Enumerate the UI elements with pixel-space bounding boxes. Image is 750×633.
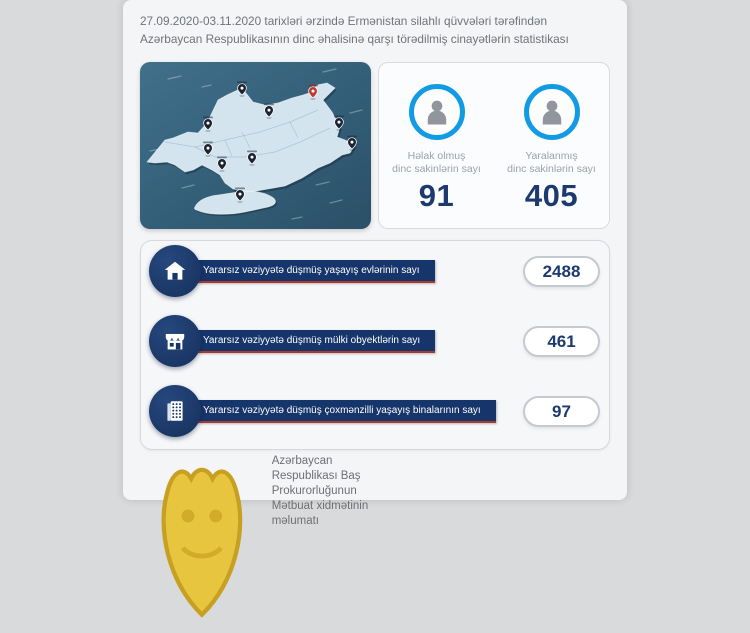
killed-label: Həlak olmuş dinc sakinlərin sayı [392,150,481,175]
source-attribution: Azərbaycan Respublikası Baş Prokurorluğunun Mətbuat xidmətinin məlumatı [271,455,369,527]
killed-count: 91 [418,178,455,213]
damage-label-bar: Yararsız vəziyyətə düşmüş yaşayış evlərinin sayı [166,260,435,283]
title-line-2: Azərbaycan Respublikasının dinc əhalisinə qarşı törədilmiş cinayətlərin statistikası [140,31,569,46]
building-icon [149,385,201,437]
value-pill: 2488 [523,256,600,287]
azerbaijan-land [147,83,355,192]
store-icon [149,315,201,367]
prosecutor-emblem-icon [140,452,263,633]
damage-label-bar: Yararsız vəziyyətə düşmüş çoxmənzilli yaşayış binalarının sayı [166,400,496,423]
infographic-card [123,0,627,527]
wounded-count: 405 [524,178,579,213]
nakhchivan-land [194,191,275,214]
title-line-1: 27.09.2020-03.11.2020 tarixləri ərzində Ermənistan silahlı qüvvələri tərəfindən [140,14,548,28]
stat-wounded [494,63,609,228]
wounded-label: Yaralanmış dinc sakinlərin sayı [507,150,596,175]
person-icon [409,84,465,140]
person-icon [524,84,580,140]
damage-row-civil-objects [141,306,609,376]
damage-box [140,240,610,450]
casualties-panel [378,62,610,229]
value-pill: 97 [523,396,600,427]
map-panel [140,62,371,229]
stat-killed [379,63,494,228]
damage-row-apartment-buildings [141,376,609,446]
page-title [140,13,618,48]
azerbaijan-map [140,62,371,229]
damage-label-bar: Yararsız vəziyyətə düşmüş mülki obyektlərin sayı [166,330,435,353]
value-pill: 461 [523,326,600,357]
house-icon [149,245,201,297]
damage-row-houses [141,236,609,306]
footer [140,452,390,633]
